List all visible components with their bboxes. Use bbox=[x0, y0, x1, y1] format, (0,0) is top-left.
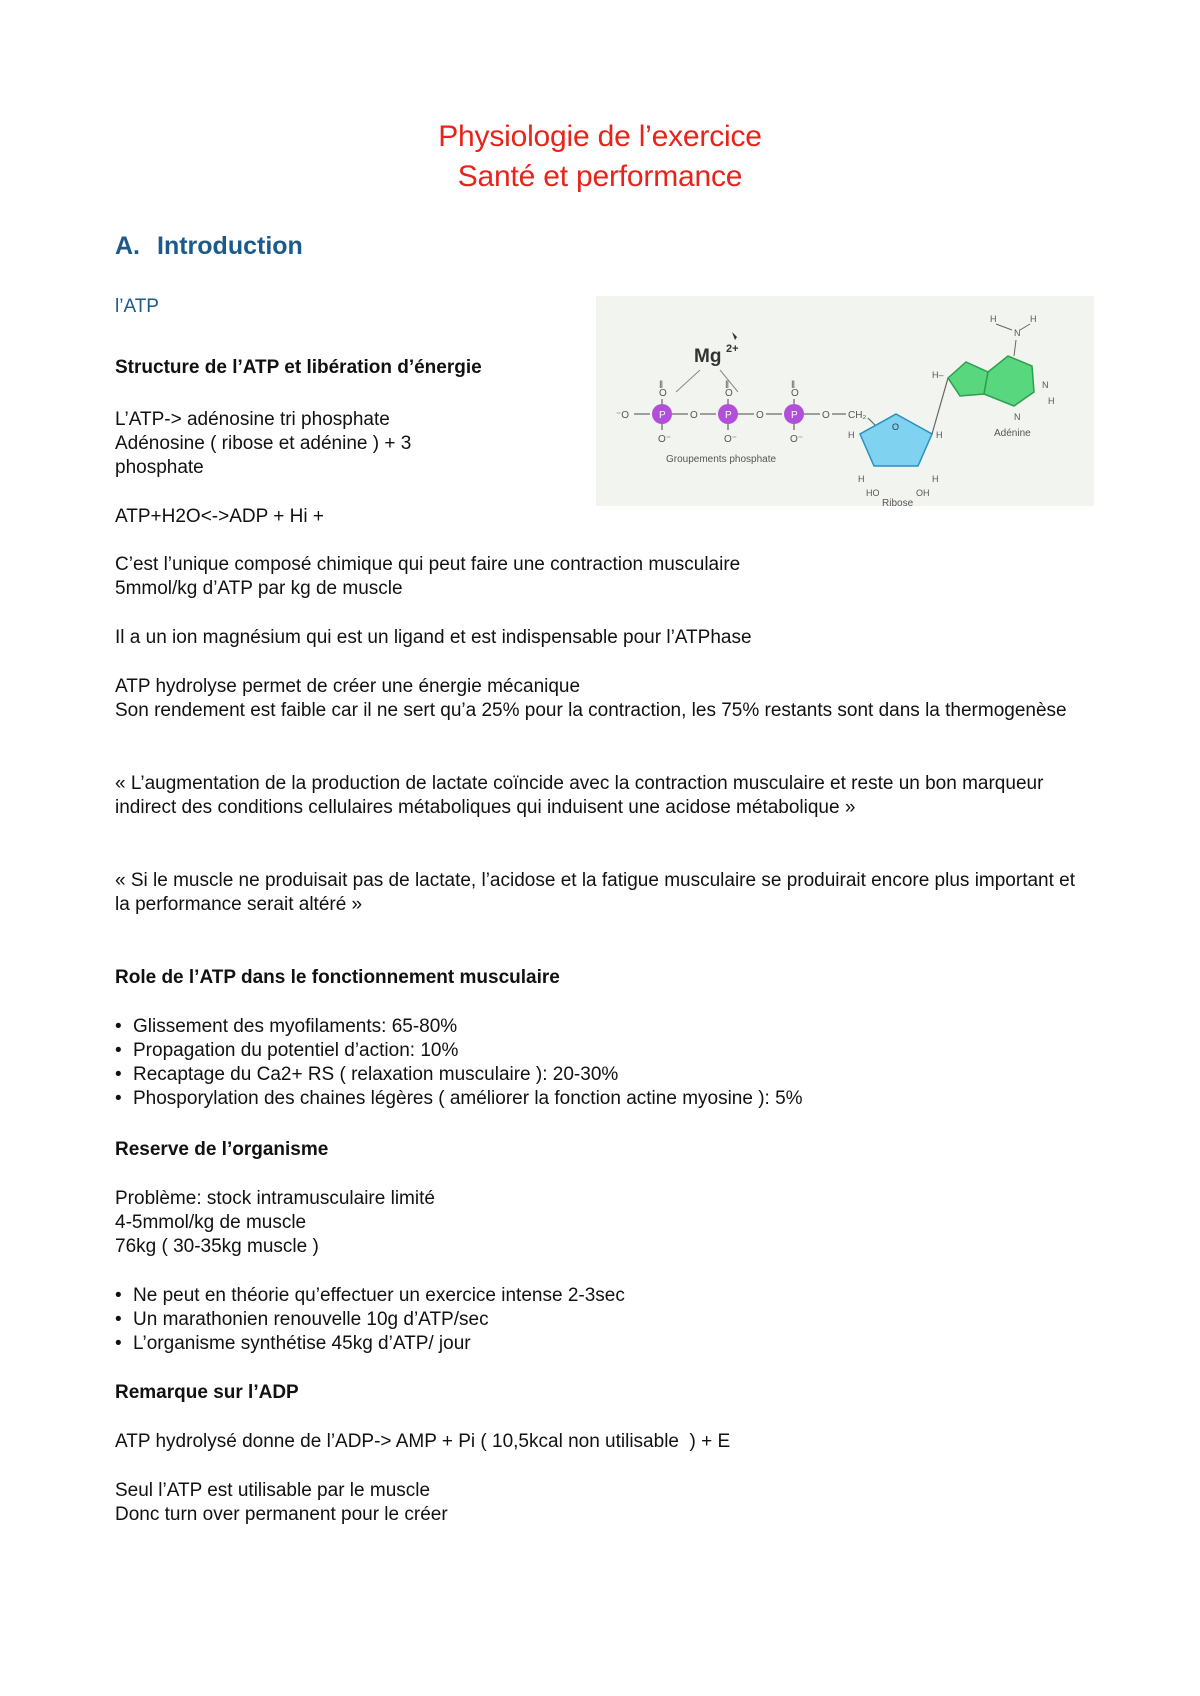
section-heading bbox=[115, 232, 303, 261]
adp-heading: Remarque sur l’ADP bbox=[115, 1382, 299, 1403]
svg-text:O: O bbox=[659, 388, 667, 399]
svg-text:O⁻: O⁻ bbox=[790, 434, 804, 445]
reserve-mass-line: 76kg ( 30-35kg muscle ) bbox=[115, 1236, 319, 1257]
list-item: • Un marathonien renouvelle 10g d’ATP/sec bbox=[115, 1308, 625, 1332]
svg-text:‖: ‖ bbox=[791, 380, 796, 391]
svg-text:‖: ‖ bbox=[725, 380, 730, 391]
svg-text:HO: HO bbox=[866, 488, 880, 498]
svg-text:H: H bbox=[990, 314, 997, 324]
adp-turnover-line: Donc turn over permanent pour le créer bbox=[115, 1504, 448, 1525]
list-item: • Ne peut en théorie qu’effectuer un exercice intense 2-3sec bbox=[115, 1284, 625, 1308]
adenine-ring-5-icon bbox=[948, 362, 988, 396]
svg-text:‖: ‖ bbox=[659, 380, 664, 391]
adenine-ring-6-icon bbox=[984, 356, 1034, 406]
list-item: • Propagation du potentiel d’action: 10% bbox=[115, 1039, 803, 1063]
svg-text:P: P bbox=[725, 410, 732, 421]
svg-text:H: H bbox=[1030, 314, 1037, 324]
adp-usable-line: Seul l’ATP est utilisable par le muscle bbox=[115, 1480, 431, 1501]
svg-text:H: H bbox=[936, 430, 943, 440]
title-line-1: Physiologie de l’exercice bbox=[438, 120, 762, 153]
groups-phosphate-label: Groupements phosphate bbox=[666, 454, 777, 465]
svg-text:O: O bbox=[822, 410, 830, 421]
cursor-mark-icon bbox=[732, 332, 740, 340]
reserve-concentration-line: 4-5mmol/kg de muscle bbox=[115, 1212, 307, 1233]
structure-heading: Structure de l’ATP et libération d’énergie bbox=[115, 357, 482, 378]
glycosidic-bond-line bbox=[932, 378, 948, 434]
role-list bbox=[115, 1015, 803, 1111]
svg-text:N: N bbox=[1042, 380, 1049, 390]
reserve-problem-line: Problème: stock intramusculaire limité bbox=[115, 1188, 435, 1209]
list-item: • Glissement des myofilaments: 65-80% bbox=[115, 1015, 803, 1039]
svg-text:O⁻: O⁻ bbox=[724, 434, 738, 445]
adp-hydrolysis-line: ATP hydrolysé donne de l’ADP-> AMP + Pi ( 10,5kcal non utilisable ) + E bbox=[115, 1431, 731, 1452]
atp-equation: ATP+H2O<->ADP + Hi + bbox=[115, 506, 324, 527]
svg-text:O: O bbox=[756, 410, 764, 421]
quote-acidosis: « Si le muscle ne produisait pas de lactate, l’acidose et la fatigue musculaire se produirait encore plus important et la performance serait altéré » bbox=[115, 870, 1076, 915]
mg-charge-label: 2+ bbox=[726, 343, 739, 355]
svg-text:N: N bbox=[1014, 412, 1021, 422]
paragraph-unique-compound: C’est l’unique composé chimique qui peut faire une contraction musculaire bbox=[115, 554, 741, 575]
svg-text:OH: OH bbox=[916, 488, 930, 498]
svg-text:O: O bbox=[892, 422, 900, 432]
svg-text:O: O bbox=[690, 410, 698, 421]
paragraph-efficiency: Son rendement est faible car il ne sert qu’a 25% pour la contraction, les 75% restants sont dans la thermogenèse bbox=[115, 700, 1067, 721]
list-item: • Phosporylation des chaines légères ( améliorer la fonction actine myosine ): 5% bbox=[115, 1087, 803, 1111]
atp-structure-figure bbox=[596, 296, 1094, 506]
adenosine-line: Adénosine ( ribose et adénine ) + 3 bbox=[115, 433, 412, 454]
mg-bond-line bbox=[676, 370, 700, 392]
svg-text:H: H bbox=[858, 474, 865, 484]
paragraph-concentration: 5mmol/kg d’ATP par kg de muscle bbox=[115, 578, 403, 599]
reserve-heading: Reserve de l’organisme bbox=[115, 1139, 329, 1160]
svg-text:O⁻: O⁻ bbox=[658, 434, 672, 445]
svg-text:⁻O: ⁻O bbox=[616, 410, 630, 421]
adenine-label: Adénine bbox=[994, 428, 1031, 439]
paragraph-magnesium: Il a un ion magnésium qui est un ligand et est indispensable pour l’ATPhase bbox=[115, 627, 752, 648]
subheading-atp: l’ATP bbox=[115, 296, 159, 317]
svg-text:H: H bbox=[1048, 396, 1055, 406]
phosphate-line: phosphate bbox=[115, 457, 204, 478]
svg-text:O: O bbox=[791, 388, 799, 399]
svg-text:H–: H– bbox=[932, 370, 944, 380]
ribose-label: Ribose bbox=[882, 498, 914, 506]
svg-text:H: H bbox=[848, 430, 855, 440]
reserve-list bbox=[115, 1284, 625, 1356]
atp-molecule-diagram bbox=[596, 296, 1094, 506]
role-heading: Role de l’ATP dans le fonctionnement musculaire bbox=[115, 967, 560, 988]
section-title: Introduction bbox=[157, 232, 303, 260]
list-item: • Recaptage du Ca2+ RS ( relaxation musculaire ): 20-30% bbox=[115, 1063, 803, 1087]
title-line-2: Santé et performance bbox=[457, 160, 743, 193]
svg-text:CH₂: CH₂ bbox=[848, 410, 867, 421]
section-number: A. bbox=[115, 232, 140, 260]
atp-definition-line: L’ATP-> adénosine tri phosphate bbox=[115, 409, 390, 430]
mg-label: Mg bbox=[694, 346, 722, 367]
paragraph-hydrolysis: ATP hydrolyse permet de créer une énergie mécanique bbox=[115, 676, 581, 697]
svg-text:O: O bbox=[725, 388, 733, 399]
svg-text:H: H bbox=[932, 474, 939, 484]
svg-text:P: P bbox=[659, 410, 666, 421]
svg-text:N: N bbox=[1014, 328, 1021, 338]
quote-lactate: « L’augmentation de la production de lactate coïncide avec la contraction musculaire et reste un bon marqueur indirect des conditions cellulaires métaboliques qui induisent une acidose métabolique » bbox=[115, 773, 1044, 818]
svg-text:P: P bbox=[791, 410, 798, 421]
list-item: • L’organisme synthétise 45kg d’ATP/ jour bbox=[115, 1332, 625, 1356]
